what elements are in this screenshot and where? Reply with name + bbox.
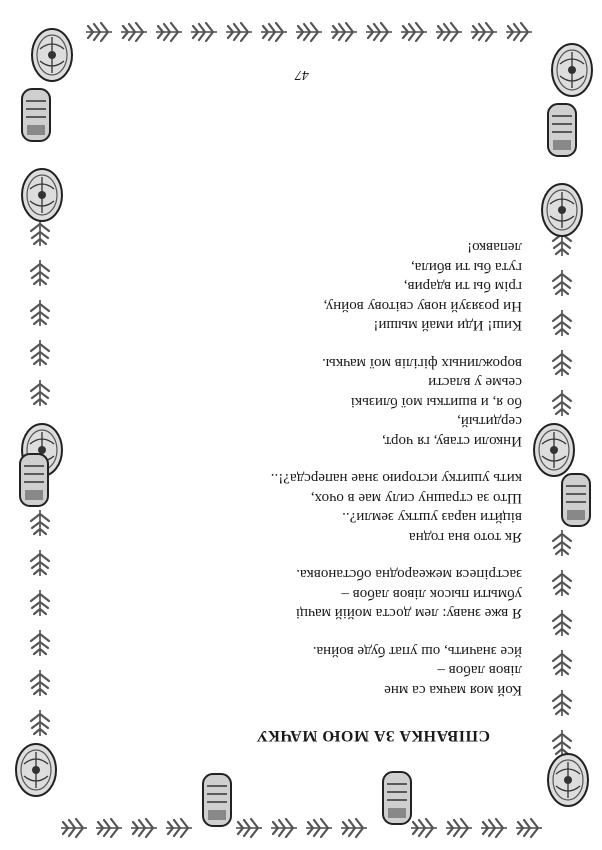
border-top bbox=[61, 819, 542, 837]
poem-line: Киш! Иди имай мыши! bbox=[373, 317, 522, 334]
poem-line: грім бы ти вдарив, bbox=[403, 278, 522, 295]
poem-line: убмыти пысок лівов лабов – bbox=[341, 586, 522, 602]
poem-line: сердитый, bbox=[457, 413, 522, 430]
poem-line: ворожлиных фігілів мої мачкы. bbox=[321, 355, 522, 371]
poem-line: Ни розязуй нову світову войну, bbox=[323, 298, 522, 314]
poem-line: Я вже знаву: лем доста мойій мачці bbox=[295, 605, 522, 622]
border-bottom bbox=[86, 23, 532, 41]
poem-text-block bbox=[62, 85, 522, 745]
poem-line: Инколи ставу, гя чорт, bbox=[381, 433, 522, 449]
stanza-1 bbox=[62, 641, 522, 700]
poem-line: Кой моя мачка са мне bbox=[384, 682, 522, 698]
poem-line: гута бы ти вбила, bbox=[410, 259, 522, 275]
stanza-4 bbox=[62, 353, 522, 451]
poem-line: застріпеся межеародна обстановка. bbox=[296, 566, 522, 583]
stanza-2 bbox=[62, 564, 522, 623]
stanza-5 bbox=[62, 237, 522, 335]
poem-line: Што за страшну силу мае в очох, bbox=[310, 490, 522, 506]
poem-line: бо я, и вшиткы мої близькі bbox=[350, 394, 522, 410]
poem-line: лівов лабов – bbox=[437, 662, 522, 679]
poem-line: йсе значить, ош упат буде война. bbox=[312, 643, 522, 659]
poem-line: віцйти нараз уштку земли?.. bbox=[342, 509, 522, 526]
poem-line: сеьме у власти bbox=[428, 374, 522, 391]
poem-title: СПІВАНКА ЗА МОЮ МАЧКУ bbox=[255, 727, 490, 744]
page-number: 47 bbox=[295, 67, 309, 82]
poem-line: кить ушитку историю знае наперсда?!.. bbox=[270, 470, 522, 487]
stanza-3 bbox=[62, 468, 522, 546]
poem-line: Як тото вна годна bbox=[409, 529, 522, 545]
poem-line: лепавко! bbox=[467, 239, 522, 256]
